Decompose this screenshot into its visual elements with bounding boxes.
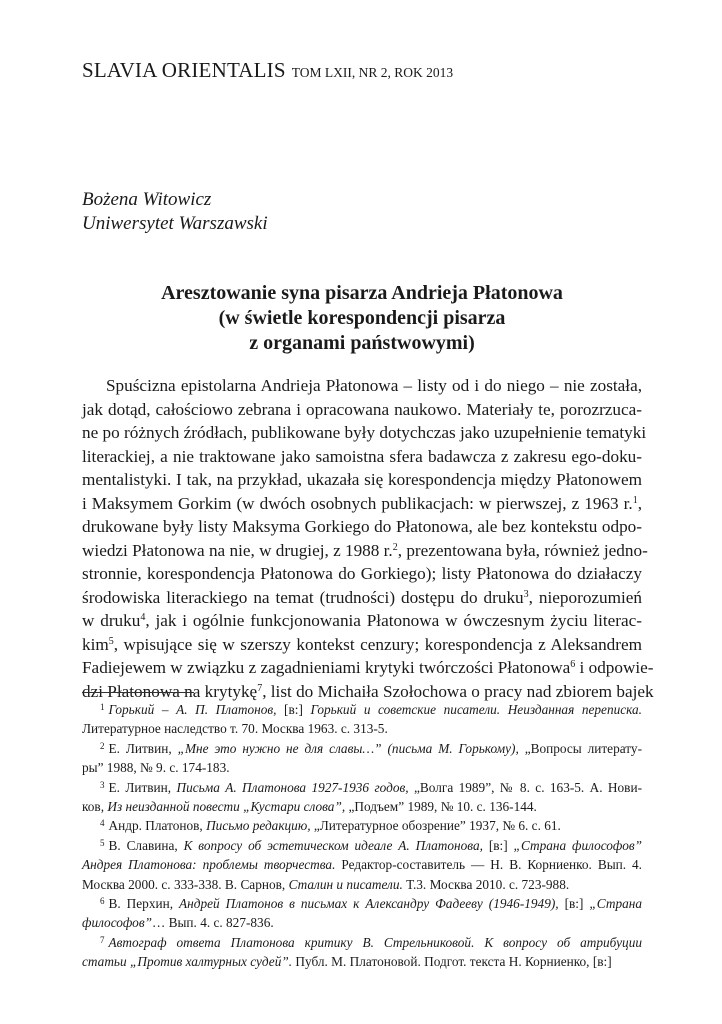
- footnote-text-run: Письма А. Платонова 1927-1936 годов,: [176, 779, 409, 795]
- footnote-text-run: Москва 2000. с. 333-338. В. Сарнов,: [82, 876, 289, 892]
- footnote-number: 5: [100, 837, 105, 848]
- footnote-line: [82, 719, 642, 738]
- body-text-run: kim: [82, 634, 109, 654]
- footnote-ref[interactable]: 6: [570, 659, 576, 670]
- footnote-text-run: В. Славина,: [108, 837, 184, 853]
- footnote-text-run: Андрей Платонов в письмах к Александру Фадееву (1946-1949),: [179, 896, 559, 912]
- body-line: [82, 586, 642, 610]
- footnote-text-run: Из неизданной повести „Кустари слова”,: [107, 799, 346, 815]
- footnote-separator: [82, 692, 194, 693]
- body-text-run: i odpowie-: [575, 658, 654, 677]
- footnote-ref[interactable]: 3: [523, 588, 529, 600]
- body-line: [82, 492, 642, 516]
- footnote-text-run: Сталин и писатели.: [288, 876, 403, 892]
- author-affiliation: Uniwersytet Warszawski: [82, 213, 268, 234]
- body-line: [82, 656, 654, 680]
- footnote-ref[interactable]: 1: [632, 494, 638, 506]
- footnote-line: [82, 797, 642, 816]
- footnote-text-run: „Вопросы литерату-: [518, 740, 643, 756]
- body-line: [82, 398, 642, 422]
- footnote-text-run: Андрея Платонова: проблемы творчества.: [82, 857, 336, 873]
- body-text: [82, 374, 654, 703]
- footnote-number: 1: [100, 702, 105, 712]
- footnote-text-run: К вопросу об эстетическом идеале А. Платонова,: [183, 837, 483, 853]
- body-text-run: , nieporozumień: [528, 587, 642, 607]
- footnote-text-run: „Литературное обозрение” 1937, № 6. с. 61.: [310, 818, 561, 834]
- body-text-run: , jak i ogólnie funkcjonowania Płatonowa w ówczesnym życiu literac-: [145, 611, 642, 630]
- body-text-run: , prezentowana była, również jedno-: [397, 540, 648, 560]
- title-line: z organami państwowymi): [249, 332, 475, 354]
- title-line: (w świetle korespondencji pisarza: [218, 307, 506, 329]
- footnote-text-run: статьи „Против халтурных судей”.: [82, 954, 293, 970]
- footnote-text-run: Е. Литвин,: [108, 779, 177, 795]
- body-text-run: literackiej, a nie traktowane jako samoistna sfera badawcza z zakresu ego-doku-: [82, 446, 642, 466]
- footnote-text-run: Т.3. Москва 2010. с. 723-988.: [402, 876, 570, 892]
- body-line: [82, 609, 642, 633]
- body-text-run: drukowane były listy Maksyma Gorkiego do Płatonowa, ale bez kontekstu odpo-: [82, 517, 642, 536]
- footnote-line: [82, 700, 642, 719]
- footnote-text-run: Е. Литвин,: [108, 740, 178, 756]
- footnote-text-run: Публ. М. Платоновой. Подгот. текста Н. Корниенко, [в:]: [292, 954, 612, 970]
- body-text-run: ,: [637, 493, 642, 513]
- article-title: [82, 281, 642, 356]
- body-line: [82, 374, 642, 398]
- footnote-line: [82, 836, 642, 855]
- title-line: Aresztowanie syna pisarza Andrieja Płatonowa: [161, 282, 563, 304]
- footnote-text-run: [в:]: [558, 896, 590, 912]
- body-line: [82, 445, 642, 469]
- author-name: Bożena Witowicz: [82, 189, 212, 210]
- footnote-text-run: Горький и советские писатели. Неизданная переписка.: [310, 702, 643, 717]
- footnote-line: [82, 855, 642, 874]
- footnote-text-run: философов”: [82, 915, 152, 931]
- body-text-run: jak dotąd, całościowo zebrana i opracowana naukowo. Materiały te, porozrzuca-: [82, 399, 642, 419]
- footnote-text-run: Андр. Платонов,: [108, 818, 207, 834]
- body-text-run: , list do Michaiła Szołochowa o pracy nad zbiorem bajek: [262, 681, 654, 701]
- body-text-run: stronnie, korespondencja Płatonowa do Gorkiego); listy Płatonowa do działaczy: [82, 564, 642, 583]
- footnote-text-run: „Страна: [589, 896, 642, 912]
- footnote-text-run: ков,: [82, 799, 108, 815]
- footnote-text-run: „Страна философов”: [513, 837, 643, 853]
- footnote-line: [82, 913, 642, 932]
- footnote-number: 6: [100, 896, 105, 907]
- footnote-line: [82, 739, 642, 758]
- body-line: [82, 421, 647, 445]
- footnote-text-run: В. Перхин,: [108, 896, 180, 912]
- footnote-text-run: Горький – А. П. Платонов,: [108, 702, 277, 717]
- body-text-run: w druku: [82, 611, 141, 630]
- author-block: [82, 188, 268, 236]
- footnote-text-run: [в:]: [482, 837, 514, 853]
- footnote-ref[interactable]: 2: [392, 541, 398, 553]
- footnote-ref[interactable]: 7: [257, 682, 263, 694]
- footnote-text-run: [в:]: [276, 702, 311, 717]
- footnote-line: [82, 778, 642, 797]
- footnote-ref[interactable]: 4: [140, 612, 146, 623]
- body-line: [82, 562, 642, 586]
- footnote-ref[interactable]: 5: [108, 635, 114, 647]
- body-line: [82, 539, 648, 563]
- footnote-number: 2: [100, 740, 105, 751]
- footnote-text-run: Литературное наследство т. 70. Москва 1963. с. 313-5.: [82, 721, 388, 737]
- footnote-line: [82, 952, 642, 971]
- footnote-line: [82, 758, 642, 777]
- body-line: [82, 633, 642, 657]
- footnote-text-run: ры” 1988, № 9. с. 174-183.: [82, 760, 230, 776]
- footnote-text-run: „Волга 1989”, № 8. с. 163-5. А. Нови-: [408, 779, 643, 795]
- footnote-text-run: Письмо редакцию,: [206, 818, 311, 834]
- body-text-run: Fadiejewem w związku z zagadnieniami krytyki twórczości Płatonowa: [82, 658, 571, 677]
- body-text-run: Spuścizna epistolarna Andrieja Płatonowa – listy od i do niego – nie została,: [106, 376, 642, 395]
- footnote-text-run: … Вып. 4. с. 827-836.: [152, 915, 274, 931]
- footnote-text-run: „Мне это нужно не для славы…” (письма М. Горькому),: [177, 740, 519, 756]
- body-text-run: , wpisujące się w szerszy kontekst cenzury; korespondencja z Aleksandrem: [113, 634, 642, 654]
- body-line: [82, 468, 642, 492]
- body-text-run: mentalistyki. I tak, na przykład, ukazała się korespondencja między Płatonowem: [82, 470, 642, 489]
- journal-name: SLAVIA ORIENTALIS: [82, 58, 286, 82]
- footnote-text-run: „Подъем” 1989, № 10. с. 136-144.: [345, 799, 537, 815]
- body-text-run: i Maksymem Gorkim (w dwóch osobnych publikacjach: w pierwszej, z 1963 r.: [82, 493, 633, 513]
- footnote-line: [82, 875, 642, 894]
- body-text-run: środowiska literackiego na temat (trudności) dostępu do druku: [82, 587, 524, 607]
- body-text-run: ne po różnych źródłach, publikowane były dotychczas jako uzupełnienie tematyki: [82, 423, 647, 442]
- running-header: [82, 58, 453, 83]
- journal-issue: TOM LXII, NR 2, ROK 2013: [291, 65, 454, 80]
- body-text-run: dzi Płatonowa na krytykę: [82, 681, 258, 701]
- footnote-line: [82, 933, 642, 952]
- body-text-run: wiedzi Płatonowa na nie, w drugiej, z 1988 r.: [82, 540, 393, 560]
- footnote-text-run: Автограф ответа Платонова критику В. Стрельниковой. К вопросу об атрибуции: [108, 934, 642, 950]
- footnote-text-run: Редактор-составитель — Н. В. Корниенко. Вып. 4.: [335, 857, 643, 873]
- footnote-number: 7: [100, 934, 105, 945]
- footnote-line: [82, 816, 642, 835]
- footnote-number: 3: [100, 779, 105, 790]
- body-line: [82, 515, 642, 539]
- footnote-number: 4: [100, 818, 105, 829]
- footnote-line: [82, 894, 642, 913]
- footnotes: [82, 700, 642, 972]
